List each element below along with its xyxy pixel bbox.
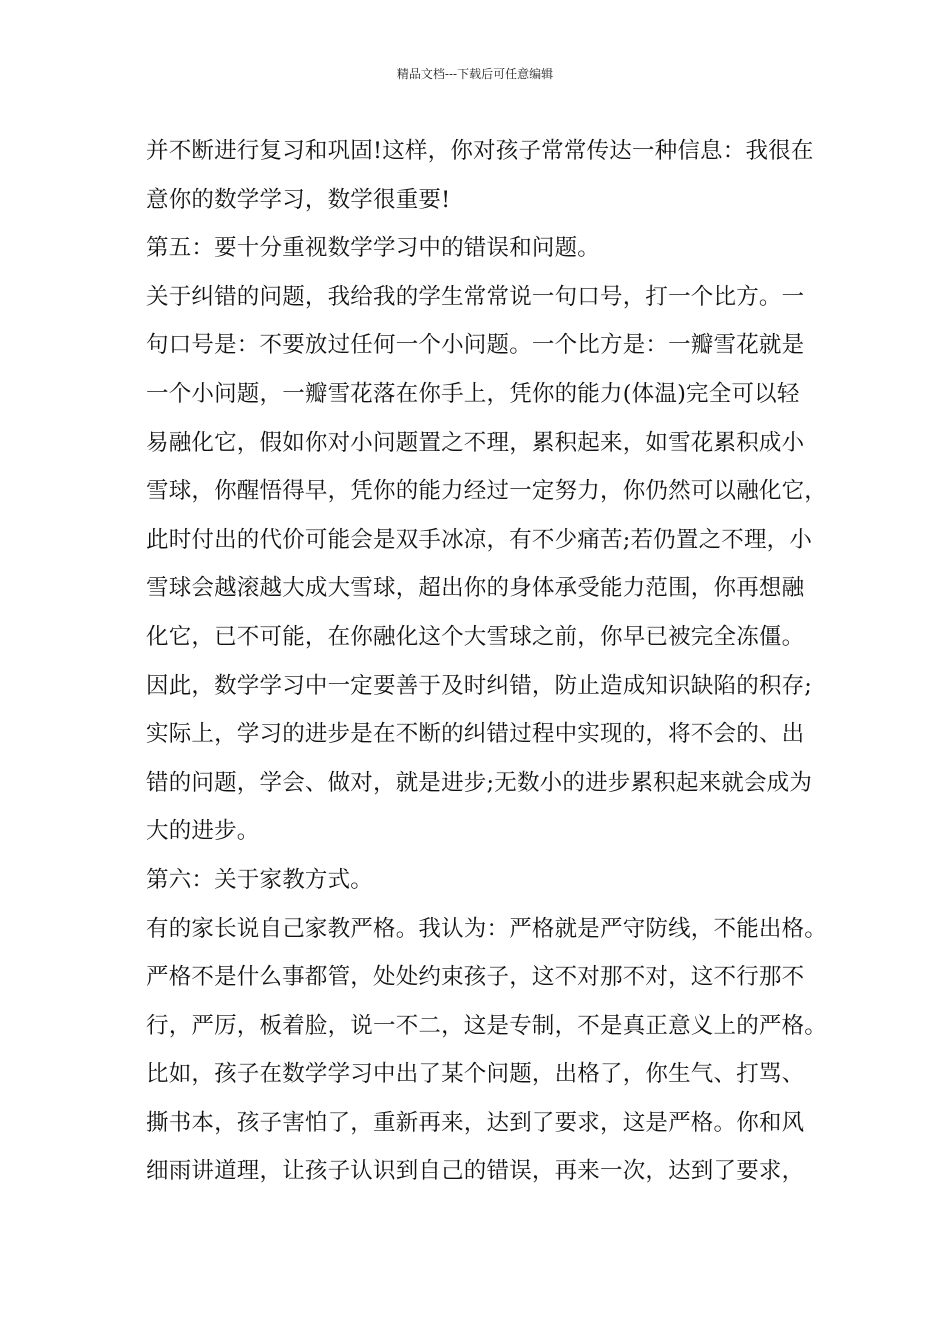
text-line: 细雨讲道理，让孩子认识到自己的错误，再来一次，达到了要求， bbox=[146, 1158, 805, 1185]
text-line: 易融化它，假如你对小问题置之不理，累积起来，如雪花累积成小 bbox=[146, 429, 805, 456]
section-heading-5: 第五：要十分重视数学学习中的错误和问题。 bbox=[146, 235, 601, 262]
text-line: 雪球，你醒悟得早，凭你的能力经过一定努力，你仍然可以融化它， bbox=[146, 478, 828, 505]
text-line: 大的进步。 bbox=[146, 818, 260, 845]
text-line: 雪球会越滚越大成大雪球，超出你的身体承受能力范围，你再想融 bbox=[146, 575, 805, 602]
text-line: 化它，已不可能，在你融化这个大雪球之前，你早已被完全冻僵。 bbox=[146, 623, 805, 650]
text-line: 严格不是什么事都管，处处约束孩子，这不对那不对，这不行那不 bbox=[146, 964, 805, 991]
document-body bbox=[146, 127, 828, 1196]
section-heading-6: 第六：关于家教方式。 bbox=[146, 866, 374, 893]
text-line: 并不断进行复习和巩固!这样，你对孩子常常传达一种信息：我很在 bbox=[146, 138, 814, 164]
text-line: 关于纠错的问题，我给我的学生常常说一句口号，打一个比方。一 bbox=[146, 283, 805, 310]
text-line: 因此，数学学习中一定要善于及时纠错，防止造成知识缺陷的积存; bbox=[146, 672, 813, 699]
text-line: 此时付出的代价可能会是双手冰凉，有不少痛苦;若仍置之不理，小 bbox=[146, 526, 813, 553]
text-line: 撕书本，孩子害怕了，重新再来，达到了要求，这是严格。你和风 bbox=[146, 1109, 805, 1136]
text-line: 实际上，学习的进步是在不断的纠错过程中实现的，将不会的、出 bbox=[146, 721, 805, 748]
text-line: 有的家长说自己家教严格。我认为：严格就是严守防线，不能出格。 bbox=[146, 915, 828, 942]
text-line: 意你的数学学习，数学很重要! bbox=[146, 186, 451, 213]
text-line: 比如，孩子在数学学习中出了某个问题，出格了，你生气、打骂、 bbox=[146, 1061, 805, 1088]
text-line: 句口号是：不要放过任何一个小问题。一个比方是：一瓣雪花就是 bbox=[146, 332, 805, 359]
text-line: 一个小问题，一瓣雪花落在你手上，凭你的能力(体温)完全可以轻 bbox=[146, 380, 800, 407]
text-line: 错的问题，学会、做对，就是进步;无数小的进步累积起来就会成为 bbox=[146, 769, 813, 796]
text-line: 行，严厉，板着脸，说一不二，这是专制，不是真正意义上的严格。 bbox=[146, 1012, 828, 1039]
page-header: 精品文档---下载后可任意编辑 bbox=[396, 67, 554, 81]
